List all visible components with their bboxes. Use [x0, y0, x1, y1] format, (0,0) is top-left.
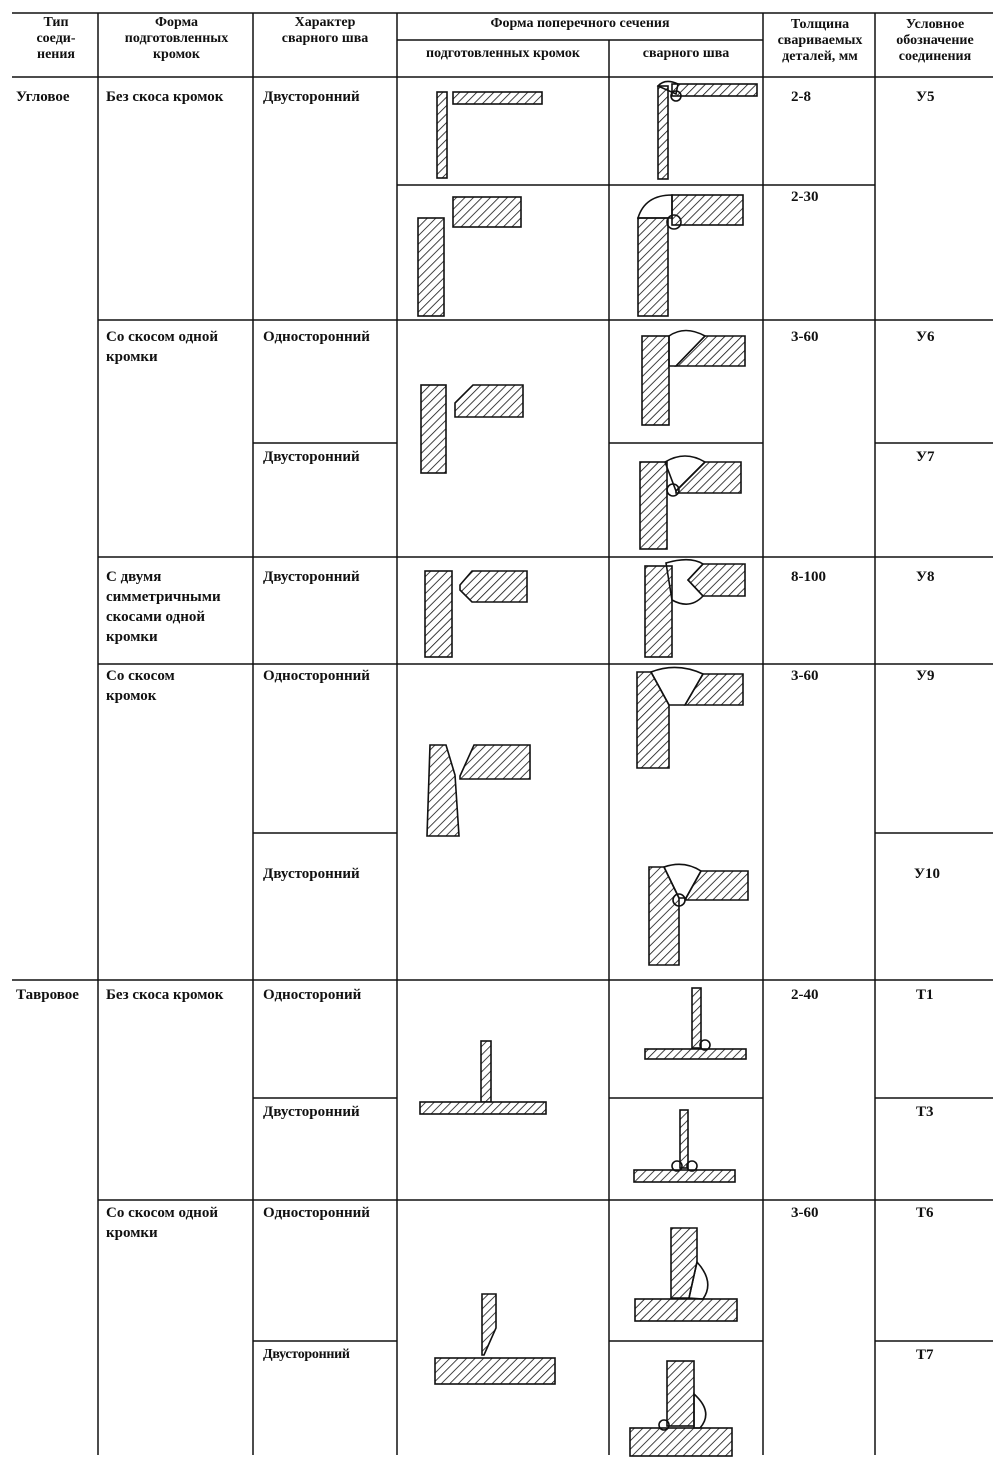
- weld-character-r7: Одностороний: [263, 987, 362, 1003]
- edge-form-no-bevel: Без скоса кромок: [106, 89, 224, 105]
- thickness-u5: 2-8: [791, 89, 811, 105]
- group-tee: Тавровое: [16, 987, 79, 1003]
- tee-no-bevel-prep: [420, 1041, 546, 1114]
- edge-form-edges-bevel: Со скосом кромок: [106, 668, 175, 704]
- designation-t1: Т1: [916, 987, 934, 1003]
- corner-two-bevels-weld: [645, 560, 745, 657]
- weld-character-r4: Двусторонний: [263, 569, 360, 585]
- edge-form-tee-no-bevel: Без скоса кромок: [106, 987, 224, 1003]
- tee-no-bevel-double-weld: [634, 1110, 735, 1182]
- weld-character-r6: Двусторонний: [263, 866, 360, 882]
- designation-u8: У8: [916, 569, 935, 585]
- tee-no-bevel-single-weld: [645, 988, 746, 1059]
- group-corner: Угловое: [16, 89, 70, 105]
- header-thickness: Толщина свариваемых деталей, мм: [777, 17, 863, 64]
- corner-edges-bevel-single-weld: [637, 667, 743, 768]
- header-prepared-edges: подготовленных кромок: [426, 46, 580, 61]
- weld-character-r10: Двусторонний: [263, 1347, 350, 1362]
- weld-character-r1: Двусторонний: [263, 89, 360, 105]
- header-cross-section: Форма поперечного сечения: [490, 16, 670, 31]
- corner-two-bevels-prep: [425, 571, 527, 657]
- tee-one-bevel-prep: [435, 1294, 555, 1384]
- corner-no-bevel-thin-prep: [437, 92, 542, 178]
- weld-character-r5: Односторонний: [263, 668, 370, 684]
- corner-no-bevel-thick-weld: [638, 195, 743, 316]
- weld-character-r3: Двусторонний: [263, 449, 360, 465]
- edge-form-two-bevels: С двумя симметричными скосами одной кромки: [106, 569, 221, 645]
- edge-form-one-bevel: Со скосом одной кромки: [106, 329, 218, 365]
- corner-one-bevel-single-weld: [642, 331, 745, 426]
- weld-character-r8: Двусторонний: [263, 1104, 360, 1120]
- designation-t7: Т7: [916, 1347, 934, 1363]
- thickness-t6: 3-60: [791, 1205, 819, 1221]
- thickness-u9: 3-60: [791, 668, 819, 684]
- tee-one-bevel-double-weld: [630, 1361, 732, 1456]
- thickness-t1: 2-40: [791, 987, 819, 1003]
- edge-form-tee-one-bevel: Со скосом одной кромки: [106, 1205, 218, 1241]
- corner-one-bevel-prep: [421, 385, 523, 473]
- designation-u5: У5: [916, 89, 935, 105]
- header-designation: Условное обозначение соединения: [896, 17, 974, 64]
- corner-one-bevel-double-weld: [640, 456, 741, 549]
- thickness-u8: 8-100: [791, 569, 826, 585]
- corner-no-bevel-thin-weld: [658, 81, 757, 179]
- designation-u6: У6: [916, 329, 935, 345]
- header-edge-form: Форма подготовленных кромок: [124, 15, 229, 62]
- corner-edges-bevel-double-weld: [649, 864, 748, 965]
- tee-one-bevel-single-weld: [635, 1228, 737, 1321]
- thickness-u6: 3-60: [791, 329, 819, 345]
- corner-edges-bevel-prep: [427, 745, 530, 836]
- header-type: Тип соеди- нения: [36, 15, 76, 62]
- designation-t6: Т6: [916, 1205, 934, 1221]
- designation-u10: У10: [914, 866, 941, 882]
- weld-character-r2: Односторонний: [263, 329, 370, 345]
- weld-character-r9: Односторонний: [263, 1205, 370, 1221]
- header-weld-seam: сварного шва: [642, 46, 730, 61]
- designation-t3: Т3: [916, 1104, 934, 1120]
- designation-u9: У9: [916, 668, 935, 684]
- corner-no-bevel-thick-prep: [418, 197, 521, 316]
- header-weld-character: Характер сварного шва: [281, 15, 369, 46]
- thickness-u5b: 2-30: [791, 189, 819, 205]
- designation-u7: У7: [916, 449, 935, 465]
